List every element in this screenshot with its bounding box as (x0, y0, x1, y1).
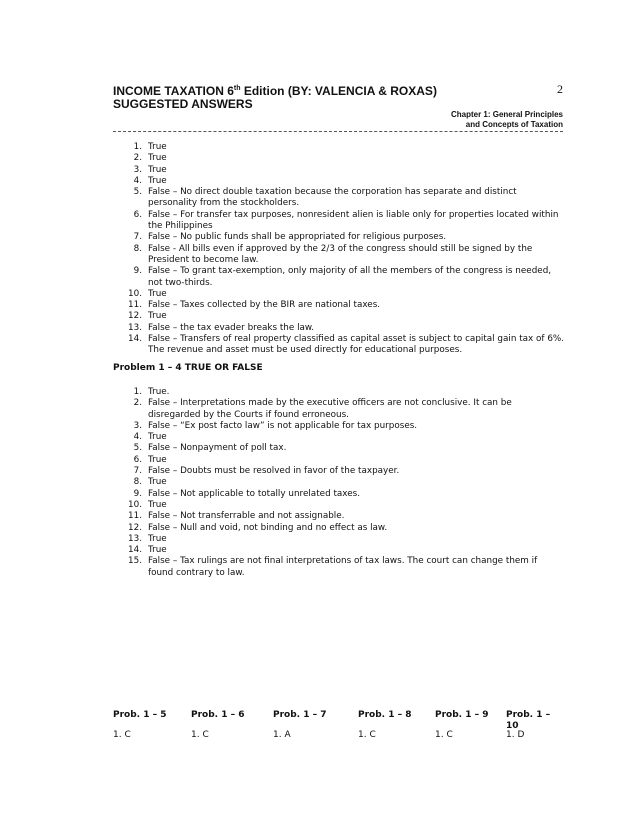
item-text: False – No public funds shall be appropriated for religious purposes. (148, 232, 447, 243)
problem-column (191, 710, 261, 740)
list-item (113, 300, 565, 311)
item-number: 9. (133, 266, 142, 277)
list-item (113, 323, 565, 334)
item-number: 12. (128, 522, 142, 533)
list-item (113, 489, 565, 500)
item-text: False – “Ex post facto law” is not applicable for tax purposes. (148, 420, 418, 431)
list-item (113, 176, 565, 187)
item-text: False – Doubts must be resolved in favor of the taxpayer. (148, 466, 400, 477)
item-text: True (148, 533, 167, 544)
item-text: True (148, 545, 167, 556)
item-number: 3. (133, 420, 142, 431)
problem-column (506, 710, 564, 740)
item-number: 10. (128, 499, 142, 510)
item-number: 2. (133, 153, 142, 164)
item-text: False – Not applicable to totally unrelated taxes. (148, 488, 361, 499)
item-number: 13. (128, 533, 142, 544)
item-text: True (148, 311, 167, 322)
title-text: INCOME TAXATION 6 (113, 84, 234, 98)
list-item (113, 455, 565, 466)
item-text: True (148, 142, 167, 152)
item-text: False – To grant tax-exemption, only majority of all the members of the congress is needed, not two-thirds. (148, 266, 552, 288)
item-text: False – For transfer tax purposes, nonresident alien is liable only for properties located within the Philippines (148, 209, 559, 232)
item-number: 4. (133, 175, 142, 186)
item-text: False – Not transferrable and not assignable. (148, 511, 345, 522)
problem-column (358, 710, 433, 740)
list-item (113, 187, 565, 210)
item-number: 3. (133, 164, 142, 175)
problem-heading: Prob. 1 – 10 (506, 710, 551, 731)
problem-answer: 1. C (113, 730, 131, 740)
problem-answer: 1. D (506, 730, 525, 740)
item-number: 2. (133, 398, 142, 409)
item-text: False – the tax evader breaks the law. (148, 322, 315, 333)
problem-column (273, 710, 348, 740)
problem-heading: Prob. 1 – 9 (435, 710, 489, 720)
item-text: True (148, 175, 167, 186)
list-item (113, 153, 565, 164)
item-text: True (148, 499, 167, 510)
list-item (113, 232, 565, 243)
item-number: 1. (133, 387, 142, 397)
item-text: True (148, 454, 167, 465)
answer-list-1 (113, 142, 565, 357)
item-text: False – Tax rulings are not final interpretations of tax laws. The court can change them if found contrary to law. (148, 556, 538, 578)
problem-heading: Prob. 1 – 6 (191, 710, 245, 720)
title-text-rest: Edition (BY: VALENCIA & ROXAS) (240, 84, 437, 98)
answer-list-2 (113, 387, 565, 579)
item-number: 8. (133, 477, 142, 488)
item-text: False – Null and void, not binding and no effect as law. (148, 522, 388, 533)
item-text: False – No direct double taxation because the corporation has separate and distinct personality from the stockholders. (148, 187, 517, 209)
list-item (113, 477, 565, 488)
document-title (113, 82, 437, 98)
list-item (113, 142, 565, 153)
item-number: 6. (133, 209, 142, 220)
list-item (113, 511, 565, 522)
item-number: 12. (128, 311, 142, 322)
chapter-heading (451, 110, 563, 130)
item-text: False – Nonpayment of poll tax. (148, 443, 287, 454)
item-number: 7. (133, 466, 142, 477)
list-item (113, 443, 565, 454)
item-text: True (148, 477, 167, 488)
list-item (113, 432, 565, 443)
chapter-line-2: and Concepts of Taxation (465, 120, 563, 129)
list-item (113, 210, 565, 233)
item-number: 4. (133, 432, 142, 443)
item-number: 7. (133, 232, 142, 243)
item-text: True (148, 153, 167, 164)
section-title: Problem 1 – 4 TRUE OR FALSE (113, 363, 263, 373)
problem-column (435, 710, 510, 740)
item-number: 11. (128, 511, 142, 522)
item-number: 9. (133, 488, 142, 499)
item-number: 8. (133, 243, 142, 254)
item-number: 6. (133, 454, 142, 465)
item-number: 10. (128, 288, 142, 299)
problem-answer: 1. C (358, 730, 376, 740)
item-text: True. (148, 387, 170, 397)
list-item (113, 398, 565, 421)
problem-answer: 1. A (273, 730, 291, 740)
item-number: 11. (128, 300, 142, 311)
item-number: 1. (133, 142, 142, 152)
list-item (113, 534, 565, 545)
list-item (113, 421, 565, 432)
item-number: 14. (128, 334, 142, 345)
item-number: 5. (133, 187, 142, 198)
problem-heading: Prob. 1 – 5 (113, 710, 167, 720)
list-item (113, 556, 565, 579)
title-superscript: th (233, 85, 241, 92)
list-item (113, 244, 565, 267)
list-item (113, 266, 565, 289)
problem-column (113, 710, 183, 740)
problem-heading: Prob. 1 – 7 (273, 710, 327, 720)
list-item (113, 289, 565, 300)
item-text: False - All bills even if approved by the 2/3 of the congress should still be signed by the President to become law. (148, 243, 533, 265)
list-item (113, 387, 565, 398)
list-item (113, 334, 565, 357)
list-item (113, 523, 565, 534)
list-item (113, 545, 565, 556)
item-text: False – Transfers of real property classified as capital asset is subject to capital gain tax of 6%. The revenue and asset must be used directly for educational purposes. (148, 334, 565, 356)
item-text: False – Interpretations made by the executive officers are not conclusive. It can be disregarded by the Courts if found erroneous. (148, 398, 512, 420)
list-item (113, 500, 565, 511)
page-number: 2 (557, 82, 563, 96)
item-text: True (148, 288, 167, 299)
item-text: True (148, 164, 167, 175)
item-number: 5. (133, 443, 142, 454)
item-number: 14. (128, 545, 142, 556)
chapter-line-1: Chapter 1: General Principles (450, 110, 563, 119)
list-item (113, 466, 565, 477)
item-number: 15. (128, 556, 142, 567)
document-subtitle: SUGGESTED ANSWERS (113, 97, 253, 111)
item-number: 13. (128, 322, 142, 333)
header-divider (113, 131, 563, 132)
list-item (113, 311, 565, 322)
item-text: False – Taxes collected by the BIR are national taxes. (148, 300, 381, 311)
problem-answer: 1. C (435, 730, 453, 740)
list-item (113, 165, 565, 176)
problem-heading: Prob. 1 – 8 (358, 710, 412, 720)
problem-answer: 1. C (191, 730, 209, 740)
item-text: True (148, 432, 167, 443)
